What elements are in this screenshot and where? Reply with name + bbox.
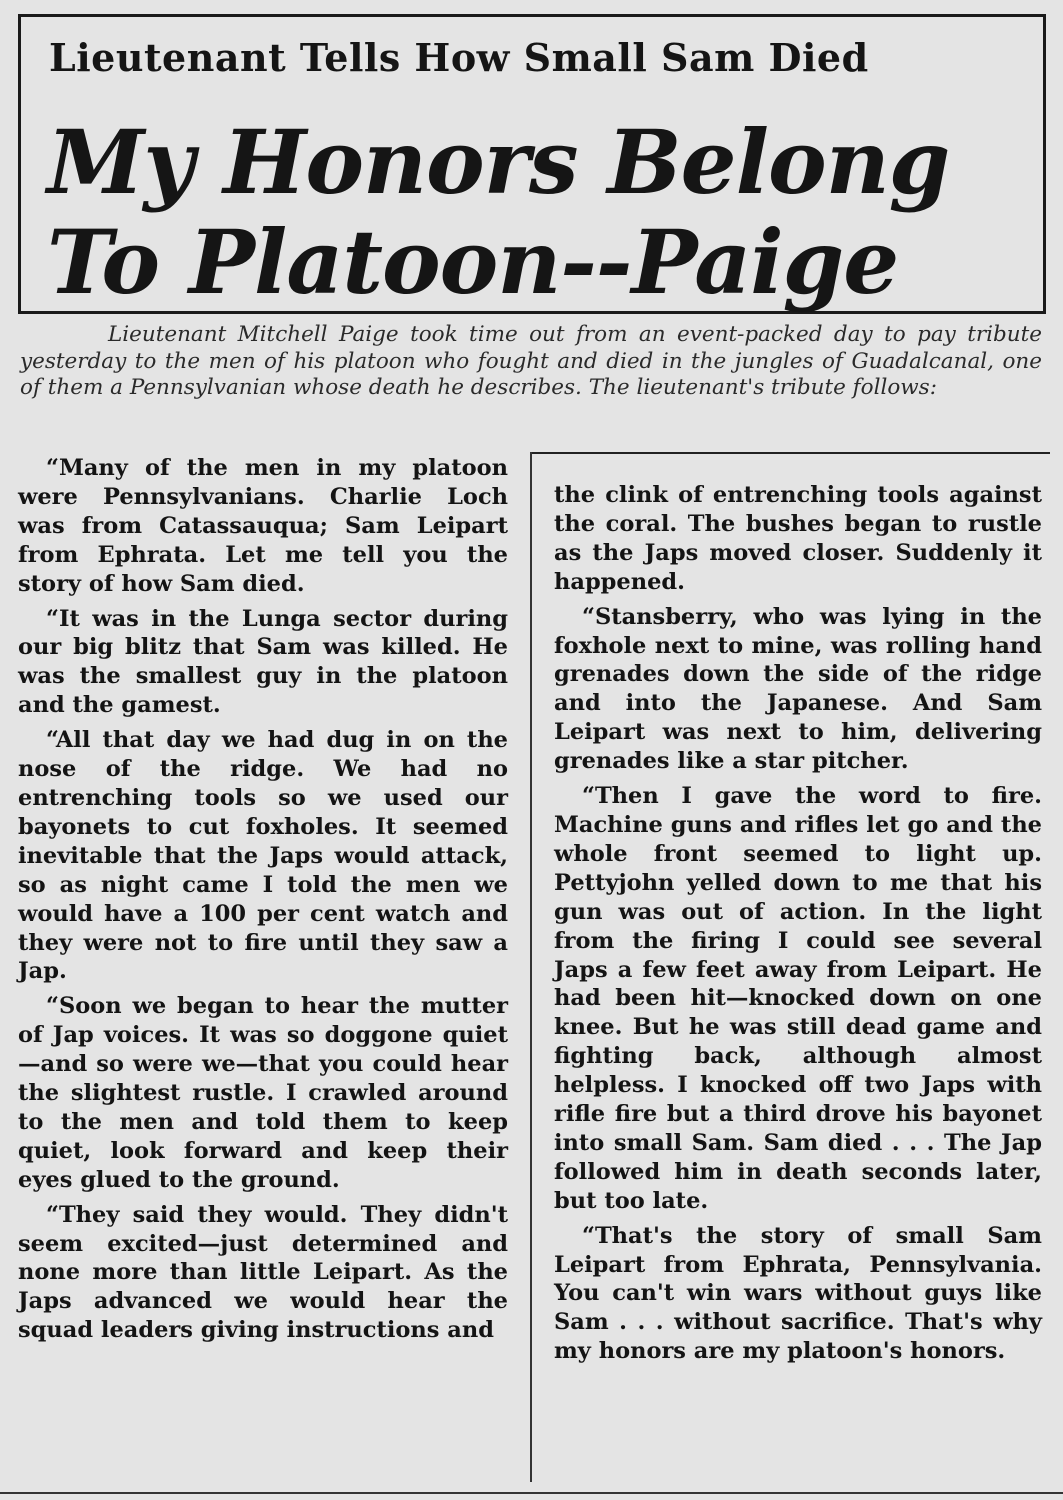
left-paragraph-5: “They said they would. They didn't seem excited—just determined and none more than little Leipart. As the Japs advanced we would hear the squad leaders giving instructions and — [18, 1201, 508, 1344]
left-paragraph-3: “All that day we had dug in on the nose of the ridge. We had no entrenching tools so we used our bayonets to cut foxholes. It seemed inevitable that the Japs would attack, so as night came I told the men we would have a 100 per cent watch and they were not to fire until they saw a Jap. — [18, 727, 508, 985]
right-paragraph-2: “Then I gave the word to fire. Machine guns and rifles let go and the whole front seemed to light up. Pettyjohn yelled down to me that his gun was out of action. In the light from the firing I could see several Japs a few feet away from Leipart. He had been hit—knocked down on one knee. But he was still dead game and fighting back, although almost helpless. I knocked off two Japs with rifle fire but a third drove his bayonet into small Sam. Sam died . . . The Jap followed him in death seconds later, but too late. — [554, 783, 1042, 1214]
left-column — [18, 454, 508, 1351]
main-headline — [47, 112, 949, 312]
right-paragraph-3: “That's the story of small Sam Leipart from Ephrata, Pennsylvania. You can't win wars without guys like Sam . . . without sacrifice. That's why my honors are my platoon's honors. — [554, 1222, 1042, 1365]
right-continuation: the clink of entrenching tools against the coral. The bushes began to rustle as the Japs moved closer. Suddenly it happened. — [554, 482, 1042, 595]
intro-text: Lieutenant Mitchell Paige took time out from an event-packed day to pay tribute yesterday to the men of his platoon who fought and died in the jungles of Guadalcanal, one of them a Pennsylvanian whose death he describes. The lieutenant's tribute follows: — [20, 322, 1042, 400]
left-paragraph-4: “Soon we began to hear the mutter of Jap voices. It was so doggone quiet—and so were we—that you could hear the slightest rustle. I crawled around to the men and told them to keep quiet, look forward and keep their eyes glued to the ground. — [18, 993, 508, 1193]
main-headline-line-1: My Honors Belong — [47, 110, 950, 214]
left-paragraph-2: “It was in the Lunga sector during our big blitz that Sam was killed. He was the smallest guy in the platoon and the gamest. — [18, 605, 508, 719]
column-divider — [530, 452, 532, 1482]
right-column — [554, 481, 1042, 1372]
column-top-rule — [530, 452, 1050, 454]
left-paragraph-1: “Many of the men in my platoon were Pennsylvanians. Charlie Loch was from Catassauqua; Sam Leipart from Ephrata. Let me tell you the story of how Sam died. — [18, 455, 508, 597]
right-paragraph-1: “Stansberry, who was lying in the foxhole next to mine, was rolling hand grenades down the side of the ridge and into the Japanese. And Sam Leipart was next to him, delivering grenades like a star pitcher. — [554, 603, 1042, 775]
intro-paragraph — [20, 322, 1042, 402]
bottom-rule — [0, 1492, 1063, 1494]
main-headline-line-2: To Platoon--Paige — [47, 210, 899, 314]
headline-box — [18, 14, 1046, 314]
kicker-headline: Lieutenant Tells How Small Sam Died — [49, 35, 869, 80]
